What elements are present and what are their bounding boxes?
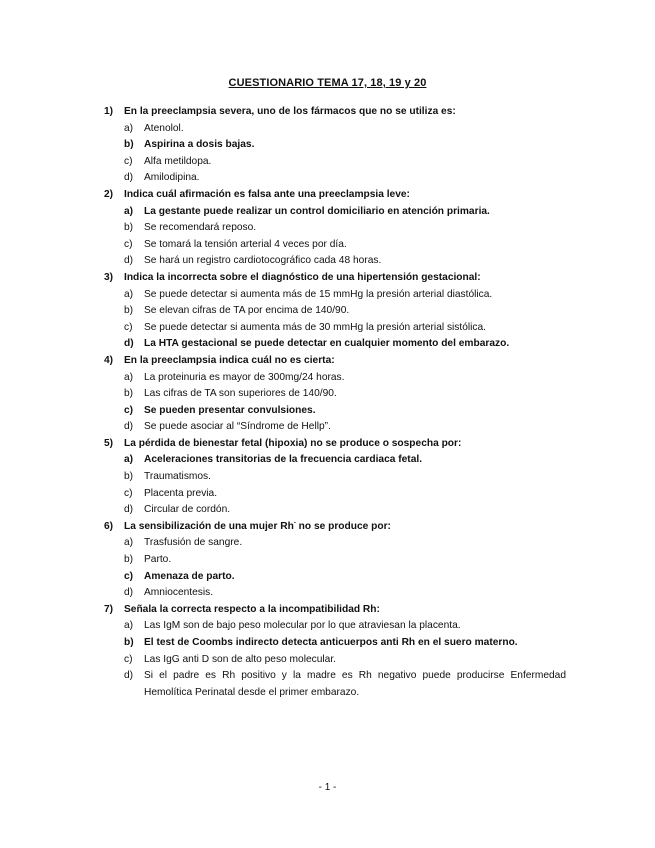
option-6c: c) Amenaza de parto. <box>124 570 235 582</box>
option-2c: c) Se tomará la tensión arterial 4 veces por día. <box>124 238 347 250</box>
option-1c: c) Alfa metildopa. <box>124 155 212 167</box>
option-7b: b) El test de Coombs indirecto detecta anticuerpos anti Rh en el suero materno. <box>124 637 518 648</box>
question-text: Señala la correcta respecto a la incompatibilidad Rh: <box>124 603 380 615</box>
option-2a: a) La gestante puede realizar un control domiciliario en atención primaria. <box>124 205 490 217</box>
option-4b: b) Las cifras de TA son superiores de 140/90. <box>124 388 337 400</box>
question-number: 3) <box>104 271 114 283</box>
option-1b: b) Aspirina a dosis bajas. <box>124 139 255 151</box>
document-title: CUESTIONARIO TEMA 17, 18, 19 y 20 <box>228 77 427 89</box>
option-7a: a) Las IgM son de bajo peso molecular por lo que atraviesan la placenta. <box>124 620 461 632</box>
question-3 <box>104 270 566 353</box>
option-2b: b) Se recomendará reposo. <box>124 222 257 234</box>
question-7 <box>104 602 566 702</box>
option-1a: a) Atenolol. <box>124 122 184 134</box>
question-4 <box>104 353 566 436</box>
option-7c: c) Las IgG anti D son de alto peso molecular. <box>124 653 336 665</box>
question-list <box>104 104 566 701</box>
option-4c: c) Se pueden presentar convulsiones. <box>124 404 316 416</box>
option-7d: d) Si el padre es Rh positivo y la madre es Rh negativo puede producirse Enfermedad Hemolítica Perinatal desde el primer embarazo. <box>124 670 566 698</box>
option-2d: d) Se hará un registro cardiotocográfico cada 48 horas. <box>124 255 382 267</box>
question-number: 6) <box>104 520 114 532</box>
option-3b: b) Se elevan cifras de TA por encima de 140/90. <box>124 305 350 317</box>
option-4a: a) La proteinuria es mayor de 300mg/24 horas. <box>124 371 345 383</box>
option-5b: b) Traumatismos. <box>124 471 211 483</box>
option-5c: c) Placenta previa. <box>124 487 218 499</box>
option-6b: b) Parto. <box>124 554 172 566</box>
question-text: Indica la incorrecta sobre el diagnóstico de una hipertensión gestacional: <box>124 271 481 283</box>
option-1d: d) Amilodipina. <box>124 172 200 184</box>
option-5a: a) Aceleraciones transitorias de la frecuencia cardiaca fetal. <box>124 454 423 466</box>
question-number: 2) <box>104 188 114 200</box>
option-3a: a) Se puede detectar si aumenta más de 15 mmHg la presión arterial diastólica. <box>124 288 493 300</box>
question-number: 7) <box>104 603 114 615</box>
option-6d: d) Amniocentesis. <box>124 587 214 599</box>
question-text: En la preeclampsia severa, uno de los fármacos que no se utiliza es: <box>124 106 456 117</box>
page-number: - 1 - <box>318 782 337 793</box>
option-5d: d) Circular de cordón. <box>124 504 231 516</box>
question-text: Indica cuál afirmación es falsa ante una preeclampsia leve: <box>124 188 410 200</box>
option-3c: c) Se puede detectar si aumenta más de 30 mmHg la presión arterial sistólica. <box>124 321 487 333</box>
question-text: La pérdida de bienestar fetal (hipoxia) no se produce o sospecha por: <box>124 437 462 449</box>
option-4d: d) Se puede asociar al “Síndrome de Hellp”. <box>124 421 331 433</box>
question-5 <box>104 436 566 519</box>
option-6a: a) Trasfusión de sangre. <box>124 537 243 549</box>
question-6 <box>104 519 566 602</box>
question-number: 4) <box>104 354 114 366</box>
question-number: 5) <box>104 437 114 449</box>
option-3d: d) La HTA gestacional se puede detectar en cualquier momento del embarazo. <box>124 338 510 350</box>
question-text: En la preeclampsia indica cuál no es cierta: <box>124 354 335 366</box>
question-1 <box>104 104 566 187</box>
question-text: La sensibilización de una mujer Rh- no se produce por: <box>124 520 391 532</box>
rh-negative-sup: - <box>293 520 296 527</box>
question-2 <box>104 187 566 270</box>
question-number: 1) <box>104 106 114 117</box>
